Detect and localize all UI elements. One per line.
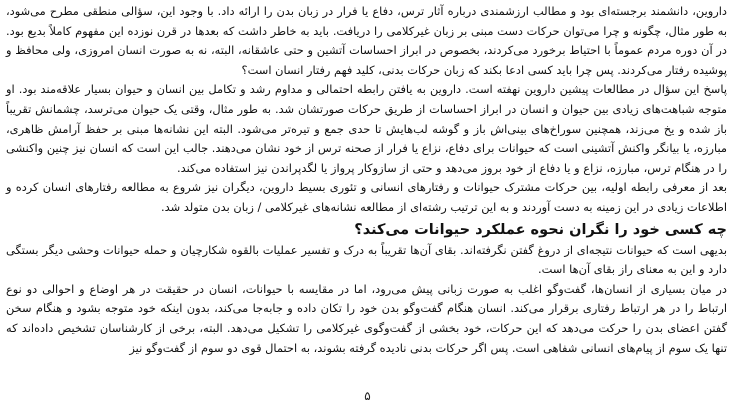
page-content <box>6 2 727 358</box>
section-heading: چه کسی خود را نگران نحوه عملکرد حیوانات می‌کند؟ <box>354 221 727 238</box>
paragraph-human-communication: در میان بسیاری از انسان‌ها، گفت‌وگو اغلب به صورت زبانی پیش می‌رود، اما در مقایسه با حیوانات، انسان در حقیقت در هر اوضاع و احوالی دو نوع ارتباط را در هر ارتباط رفتاری برقرار می‌کند. انسان هنگام گفت‌وگو بدن خود را تکان داده و جابه‌جا می‌کند، بدون اینکه خود متوجه بشود و هنگام سخن گفتن اعضای بدن را حرکت می‌دهد که این حرکات، خود بخشی از گفت‌وگوی غیرکلامی را تشکیل می‌دهد. البته، برخی از کارشناسان تشخیص داده‌اند که تنها یک سوم از پیام‌های انسانی شفاهی است. پس اگر حرکات بدنی نادیده گرفته بشوند، به احتمال قوی دو سوم از گفت‌وگو نیز <box>6 281 727 355</box>
paragraph-darwin-intro: داروین، دانشمند برجسته‌ای بود و مطالب ارزشمندی درباره آثار ترس، دفاع یا فرار در زبان بدن را ارائه داد. با وجود این، سؤالی منطقی مطرح می‌شود، به طور مثال، چگونه و چرا می‌توان حرکات دست مبنی بر زبان غیرکلامی را دریافت. باید به خاطر داشت که بعدها در قرن نوزده این مفهوم کاملاً بدیع بود. در آن دوره مردم عموماً با احتیاط برخورد می‌کردند، بخصوص در ابراز احساسات آتشین و حتی عاشقانه، البته، نه به صورت انسان امروزی، ولی محافظ و پوشیده رفتار می‌کردند. پس چرا باید کسی ادعا بکند که زبان حرکات بدنی، کلید فهم رفتار انسان است؟ <box>6 4 727 77</box>
paragraph-animal-survival: بدیهی است که حیوانات نتیجه‌ای از دروغ گفتن نگرفته‌اند. بقای آن‌ها تقریباً به درک و تفسیر عملیات بالقوه شکارچیان و حمله حیوانات وحشی دیگر بستگی دارد و این به معنای راز بقای آن‌ها است. <box>6 242 727 277</box>
paragraph-darwin-studies: پاسخ این سؤال در مطالعات پیشین داروین نهفته است. داروین به یافتن رابطه احتمالی و مداوم رشد و تکامل بین انسان و حیوان بسیار علاقه‌مند بود. او متوجه شباهت‌های زیادی بین حیوان و انسان در ابراز احساسات از طریق حرکات صورتشان شد. به طور مثال، وقتی یک حیوان می‌ترسد، چشمانش تقریباً باز شده و یخ می‌زند، همچنین سوراخ‌های بینی‌اش باز و گوشه لب‌هایش تا حدی جمع و تیره‌تر می‌شود. البته این نشانه‌ها مبنی بر حفظ آرامش ظاهری، مبارزه، یا بیانگر واکنش آتشینی است که حیوانات برای دفاع، نزاع یا فرار از صحنه ترس از خود نشان می‌دهند. جالب این است که انسان نیز چنین واکنشی را در هنگام ترس، مبارزه، نزاع و یا دفاع از خود بروز می‌دهد و حتی از سازوکار پرواز یا لگدپراندن نیز استفاده می‌کند. <box>6 82 727 175</box>
paragraph-nonverbal-field: بعد از معرفی رابطه اولیه، بین حرکات مشترک حیوانات و رفتارهای انسانی و تئوری بسیط داروین، دیگران نیز شروع به مطالعه رفتارهای انسان کرده و اطلاعات زیادی در این زمینه به دست آوردند و به این ترتیب رشته‌ای از مطالعه نشانه‌های غیرکلامی / زبان بدن متولد شد. <box>6 180 727 214</box>
page-number: ۵ <box>364 389 371 400</box>
